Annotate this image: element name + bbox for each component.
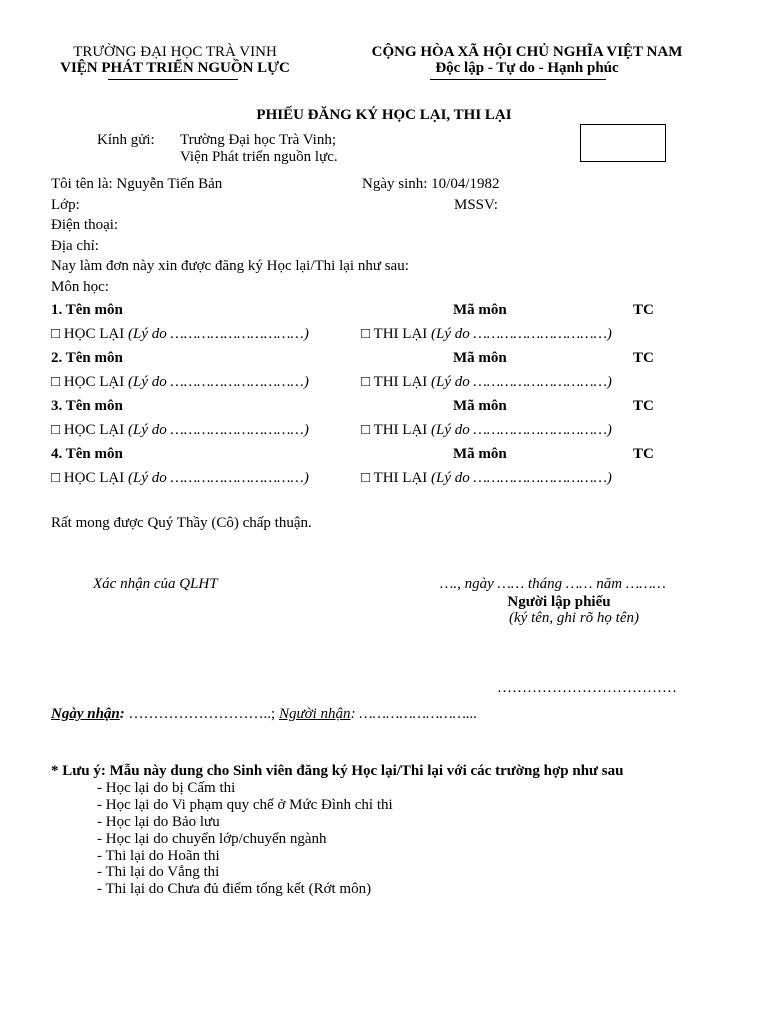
reexam-option[interactable] [361, 326, 612, 343]
retake-option[interactable] [51, 422, 309, 439]
note-item: - Thi lại do Hoãn thi [97, 848, 220, 864]
reexam-checkbox-label: □ THI LẠI [361, 374, 432, 390]
subject-code-label: Mã môn [453, 302, 507, 318]
signer-note: (ký tên, ghi rõ họ tên) [509, 610, 639, 626]
retake-checkbox-label: □ HỌC LẠI [51, 374, 128, 390]
national-title: CỘNG HÒA XÃ HỘI CHỦ NGHĨA VIỆT NAM [371, 44, 683, 60]
photo-box [580, 124, 666, 162]
reexam-option[interactable] [361, 422, 612, 439]
school-name: TRƯỜNG ĐẠI HỌC TRÀ VINH [73, 44, 277, 60]
retake-checkbox-label: □ HỌC LẠI [51, 422, 128, 438]
receiver-dots: : ……………………... [350, 706, 478, 722]
subject-credit-label: TC [633, 350, 654, 366]
class-field: Lớp: [51, 197, 80, 213]
form-title: PHIẾU ĐĂNG KÝ HỌC LẠI, THI LẠI [256, 107, 512, 123]
reexam-option[interactable] [361, 374, 612, 391]
subject-code-label: Mã môn [453, 446, 507, 462]
note-title: * Lưu ý: Mẫu này dung cho Sinh viên đăng ký Học lại/Thi lại với các trường hợp như sau [51, 763, 624, 779]
retake-reason: (Lý do …………………………) [127, 374, 309, 390]
retake-reason: (Lý do …………………………) [127, 422, 309, 438]
subject-credit-label: TC [633, 446, 654, 462]
reexam-reason: (Lý do …………………………) [431, 470, 612, 486]
request-text: Nay làm đơn này xin được đăng ký Học lại/Thi lại như sau: [51, 258, 409, 274]
note-item: - Học lại do bị Cấm thi [97, 780, 236, 796]
subject-code-label: Mã môn [453, 350, 507, 366]
retake-option[interactable] [51, 326, 309, 343]
signer-title: Người lập phiếu [507, 594, 611, 610]
note-item: - Thi lại do Chưa đủ điểm tổng kết (Rớt môn) [97, 881, 372, 897]
student-id-field: MSSV: [454, 197, 498, 213]
recipient-label: Kính gửi: [97, 132, 155, 148]
retake-reason: (Lý do …………………………) [127, 470, 309, 486]
recipient-line-1: Trường Đại học Trà Vinh; [180, 132, 337, 148]
subject-title: 1. Tên môn [51, 302, 123, 318]
closing-text: Rất mong được Quý Thầy (Cô) chấp thuận. [51, 515, 312, 531]
phone-field: Điện thoại: [51, 217, 119, 233]
right-header-underline [430, 79, 606, 80]
receiver-label: Người nhận [278, 706, 351, 722]
student-name: Tôi tên là: Nguyễn Tiến Bản [51, 176, 223, 192]
note-item: - Học lại do Bảo lưu [97, 814, 220, 830]
left-header-underline [108, 79, 238, 80]
reexam-option[interactable] [361, 470, 612, 487]
subject-code-label: Mã môn [453, 398, 507, 414]
retake-option[interactable] [51, 470, 309, 487]
address-field: Địa chỉ: [51, 238, 99, 254]
reexam-checkbox-label: □ THI LẠI [361, 326, 432, 342]
date-of-birth: Ngày sinh: 10/04/1982 [362, 176, 500, 192]
reexam-checkbox-label: □ THI LẠI [361, 470, 432, 486]
subject-title: 3. Tên môn [51, 398, 123, 414]
institute-name: VIỆN PHÁT TRIỂN NGUỒN LỰC [60, 60, 290, 76]
reexam-reason: (Lý do …………………………) [431, 422, 612, 438]
retake-checkbox-label: □ HỌC LẠI [51, 326, 128, 342]
note-item: - Thi lại do Vắng thi [97, 864, 220, 880]
signer-name-line: ……………………………… [497, 680, 677, 696]
recipient-line-2: Viện Phát triển nguồn lực. [180, 149, 338, 165]
note-item: - Học lại do chuyển lớp/chuyển ngành [97, 831, 327, 847]
confirmation-label: Xác nhận của QLHT [93, 576, 218, 592]
receipt-date-colon: : [119, 706, 125, 722]
note-item: - Học lại do Vi phạm quy chế ở Mức Đình chỉ thi [97, 797, 393, 813]
retake-reason: (Lý do …………………………) [127, 326, 309, 342]
reexam-checkbox-label: □ THI LẠI [361, 422, 432, 438]
receipt-date-label: Ngày nhận [51, 706, 120, 722]
national-motto: Độc lập - Tự do - Hạnh phúc [435, 60, 619, 76]
reexam-reason: (Lý do …………………………) [431, 374, 612, 390]
receipt-line [51, 706, 477, 723]
subjects-label: Môn học: [51, 279, 109, 295]
subject-title: 2. Tên môn [51, 350, 123, 366]
subject-credit-label: TC [633, 302, 654, 318]
retake-option[interactable] [51, 374, 309, 391]
reexam-reason: (Lý do …………………………) [431, 326, 612, 342]
subject-title: 4. Tên môn [51, 446, 123, 462]
retake-checkbox-label: □ HỌC LẠI [51, 470, 128, 486]
signature-date-line: …., ngày …… tháng …… năm ……… [440, 576, 666, 592]
receipt-date-dots: ………………………..; [124, 706, 279, 722]
subject-credit-label: TC [633, 398, 654, 414]
